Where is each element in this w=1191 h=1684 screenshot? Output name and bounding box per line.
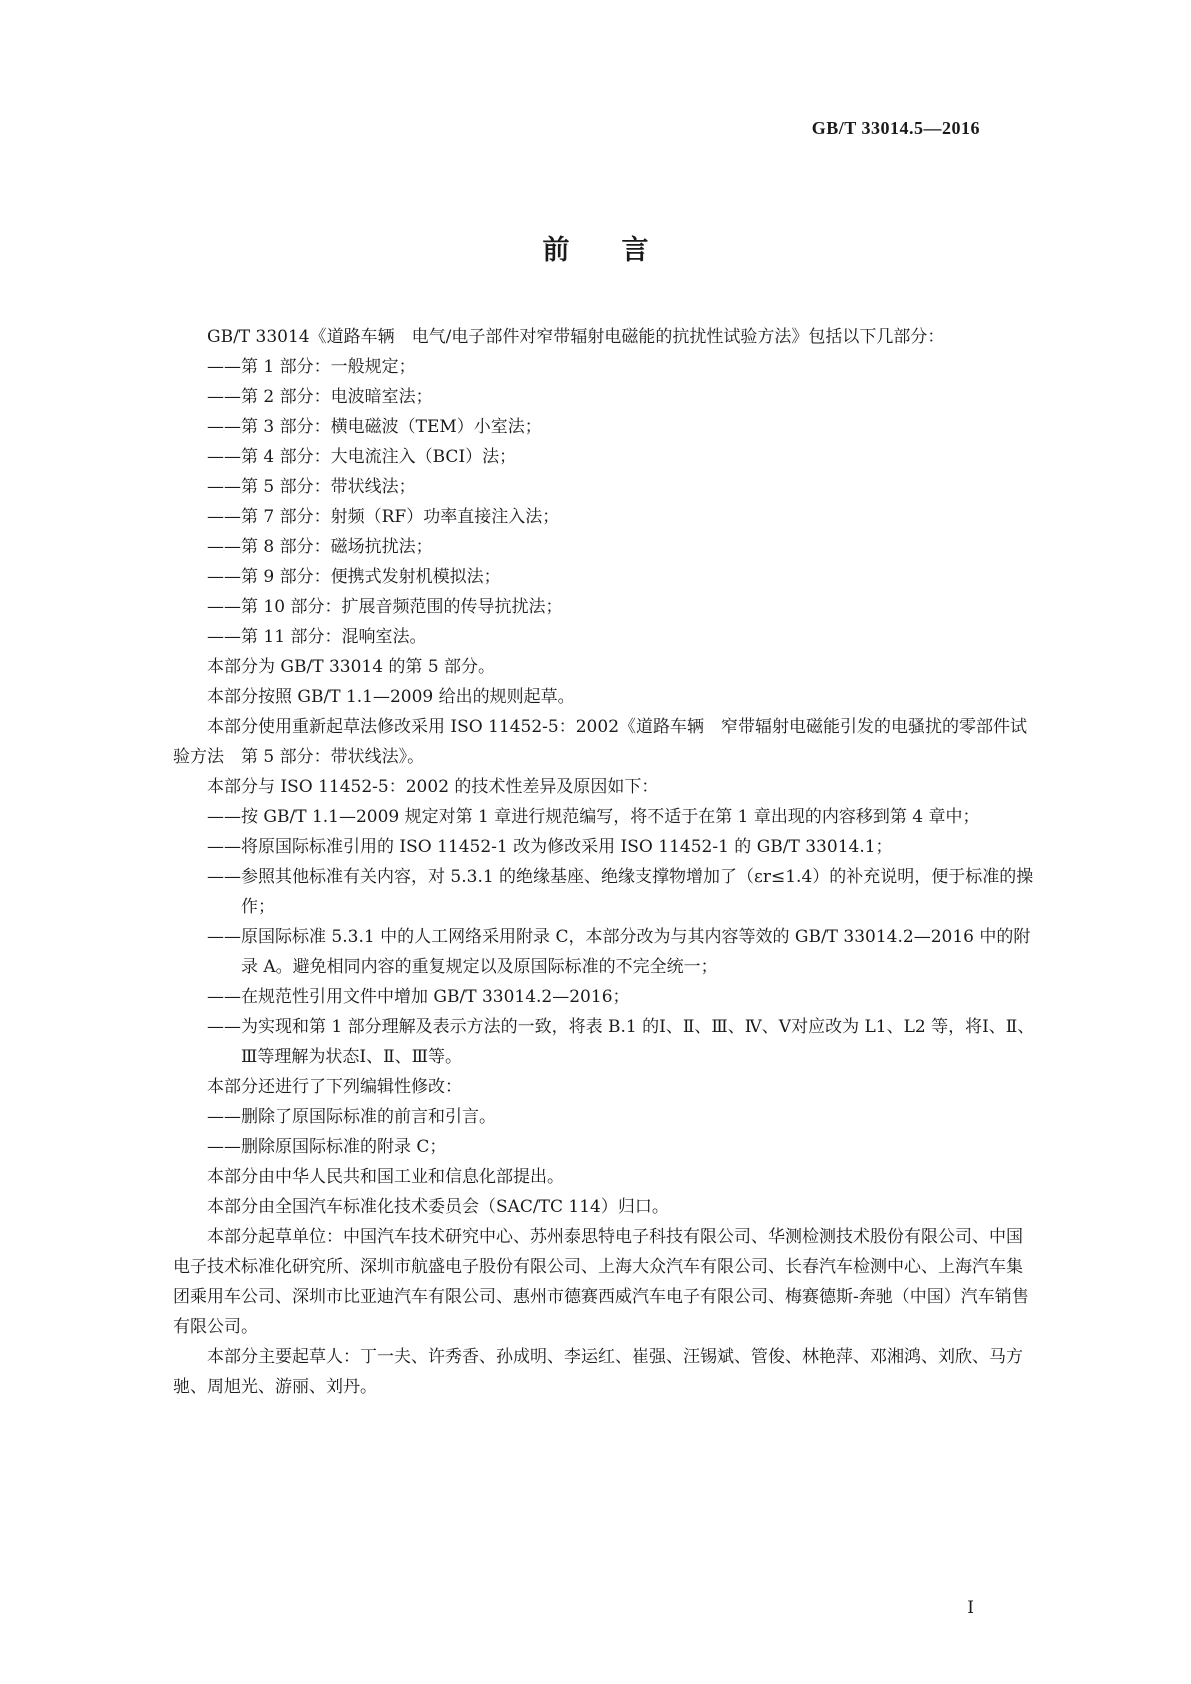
list-item: ——为实现和第 1 部分理解及表示方法的一致，将表 B.1 的Ⅰ、Ⅱ、Ⅲ、Ⅳ、Ⅴ对应改为 L1、L2 等，将Ⅰ、Ⅱ、Ⅲ等理解为状态Ⅰ、Ⅱ、Ⅲ等。 [207, 1017, 1035, 1067]
list-item: ——第 1 部分：一般规定； [207, 357, 416, 377]
list-item: ——删除了原国际标准的前言和引言。 [207, 1107, 496, 1127]
intro-paragraph: GB/T 33014《道路车辆 电气/电子部件对窄带辐射电磁能的抗扰性试验方法》包括以下几部分： [207, 327, 945, 347]
list-item: ——第 9 部分：便携式发射机模拟法； [207, 567, 501, 587]
drafters-paragraph: 本部分主要起草人：丁一夫、许秀香、孙成明、李运红、崔强、汪锡斌、管俊、林艳萍、邓湘鸿、刘欣、马方驰、周旭光、游丽、刘丹。 [173, 1347, 1023, 1397]
adoption-paragraph: 本部分使用重新起草法修改采用 ISO 11452-5：2002《道路车辆 窄带辐射电磁能引发的电骚扰的零部件试验方法 第 5 部分：带状线法》。 [173, 717, 1028, 767]
differences-intro: 本部分与 ISO 11452-5：2002 的技术性差异及原因如下： [207, 777, 659, 797]
list-item: ——在规范性引用文件中增加 GB/T 33014.2—2016； [207, 987, 630, 1007]
list-item: ——第 4 部分：大电流注入（BCI）法； [207, 447, 517, 467]
standard-number: GB/T 33014.5—2016 [811, 118, 980, 138]
list-item: ——第 7 部分：射频（RF）功率直接注入法； [207, 507, 560, 527]
list-item: ——第 10 部分：扩展音频范围的传导抗扰法； [207, 597, 563, 617]
list-item: ——按 GB/T 1.1—2009 规定对第 1 章进行规范编写，将不适于在第 1 章出现的内容移到第 4 章中； [207, 807, 980, 827]
proposer-paragraph: 本部分由中华人民共和国工业和信息化部提出。 [207, 1167, 564, 1187]
foreword-body [173, 322, 1037, 1402]
page-title: 前言 [542, 235, 701, 266]
centralized-paragraph: 本部分由全国汽车标准化技术委员会（SAC/TC 114）归口。 [207, 1197, 669, 1217]
editorial-list [173, 1102, 1037, 1162]
editorial-intro: 本部分还进行了下列编辑性修改： [207, 1077, 462, 1097]
list-item: ——参照其他标准有关内容，对 5.3.1 的绝缘基座、绝缘支撑物增加了（εr≤1.4）的补充说明，便于标准的操作； [207, 867, 1034, 917]
drafting-units-paragraph: 本部分起草单位：中国汽车技术研究中心、苏州泰思特电子科技有限公司、华测检测技术股份有限公司、中国电子技术标准化研究所、深圳市航盛电子股份有限公司、上海大众汽车有限公司、长春汽车检测中心、上海汽车集团乘用车公司、深圳市比亚迪汽车有限公司、惠州市德赛西威汽车电子有限公司、梅赛德斯-奔驰（中国）汽车销售有限公司。 [173, 1227, 1029, 1337]
list-item: ——第 8 部分：磁场抗扰法； [207, 537, 433, 557]
part-statement: 本部分为 GB/T 33014 的第 5 部分。 [207, 657, 496, 677]
differences-list [173, 802, 1037, 1072]
list-item: ——删除原国际标准的附录 C； [207, 1137, 447, 1157]
list-item: ——第 2 部分：电波暗室法； [207, 387, 433, 407]
list-item: ——原国际标准 5.3.1 中的人工网络采用附录 C，本部分改为与其内容等效的 GB/T 33014.2—2016 中的附录 A。避免相同内容的重复规定以及原国际标准的不完全统一； [207, 927, 1031, 977]
list-item: ——第 11 部分：混响室法。 [207, 627, 427, 647]
list-item: ——第 5 部分：带状线法； [207, 477, 416, 497]
page-number: I [967, 1598, 974, 1618]
drafting-rules: 本部分按照 GB/T 1.1—2009 给出的规则起草。 [207, 687, 575, 707]
list-item: ——将原国际标准引用的 ISO 11452-1 改为修改采用 ISO 11452-1 的 GB/T 33014.1； [207, 837, 893, 857]
list-item: ——第 3 部分：横电磁波（TEM）小室法； [207, 417, 542, 437]
parts-list [173, 352, 1037, 652]
